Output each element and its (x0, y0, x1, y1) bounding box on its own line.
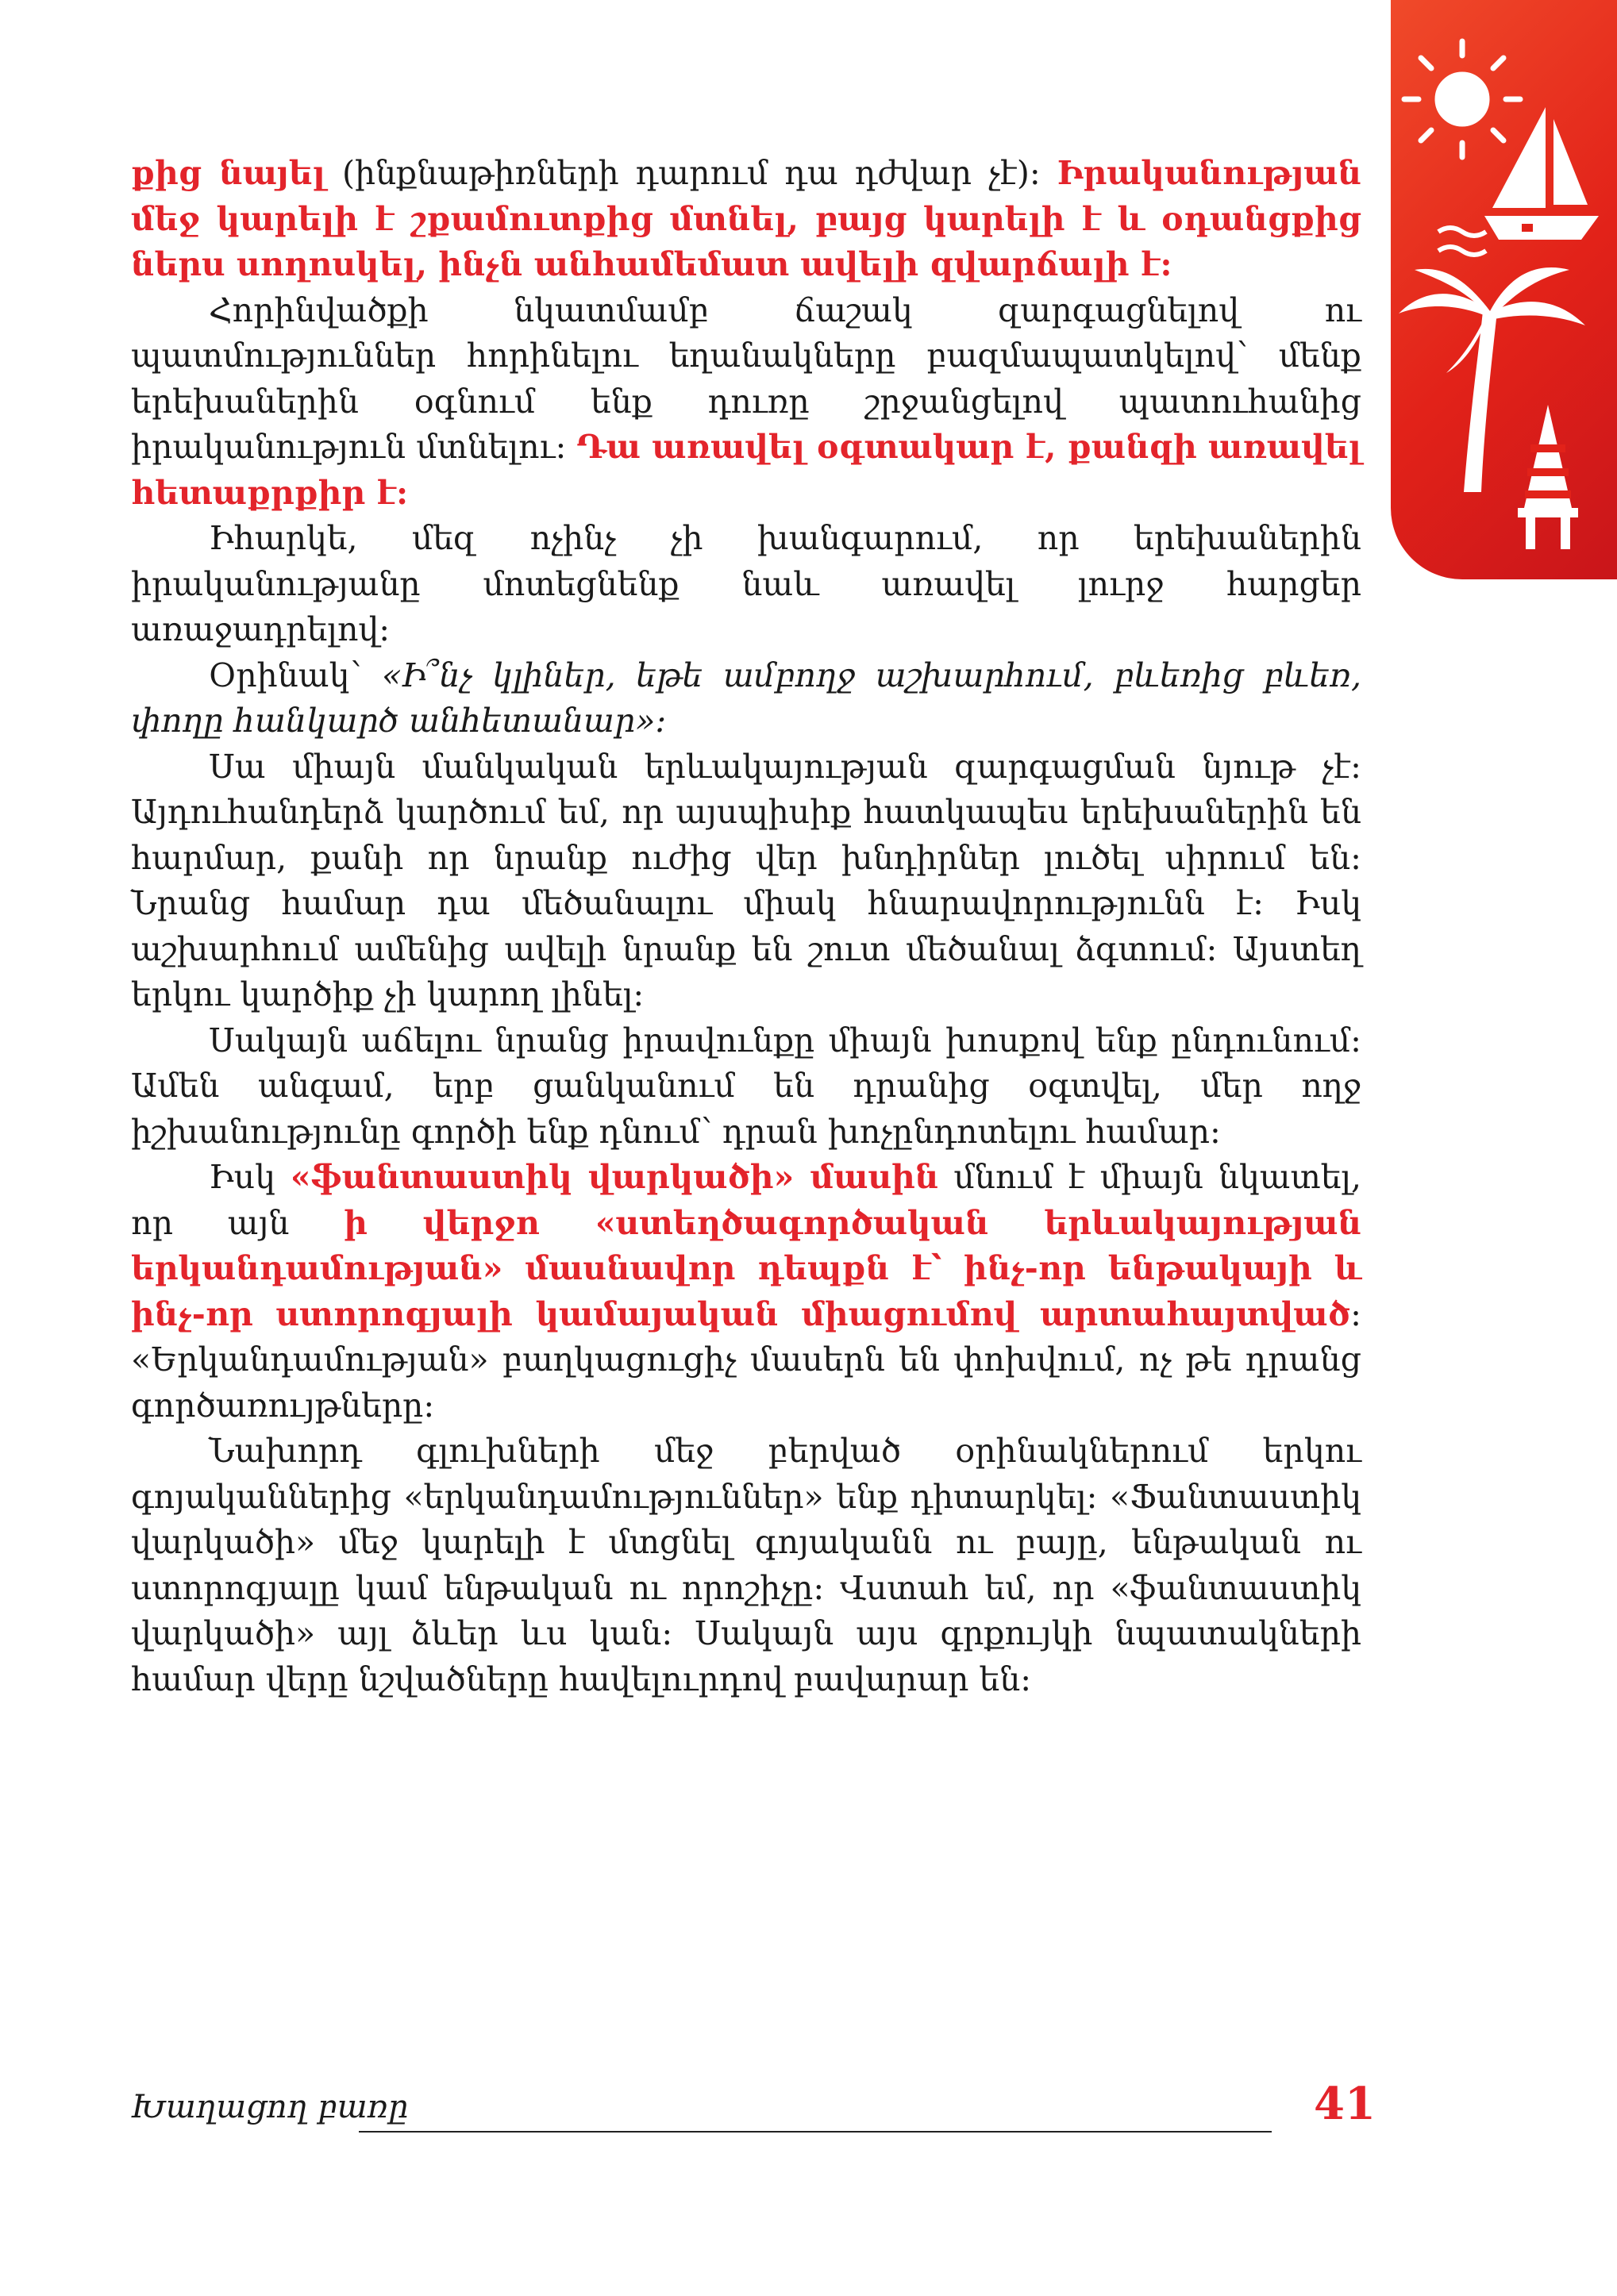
highlighted-text: Իրականության մեջ կարելի է շքամուտքից մտնել, բայց կարելի է և օդանցքից ներս սողոսկել, ինչն անհամեմատ ավելի զվարճալի է: (131, 154, 1361, 283)
lighthouse-icon (1518, 405, 1578, 549)
text-run: Օրինակ՝ (209, 656, 382, 694)
text-run: Հորինվածքի նկատմամբ ճաշակ զարգացնելով ու պատմություններ հորինելու եղանակները բազմապատկելով՝ մենք երեխաներին օգնում ենք դուռը շրջանցելով պատուհանից իրականություն մտնելու: (131, 290, 1361, 466)
footer-divider (359, 2131, 1272, 2133)
highlighted-text: քից նայել (131, 154, 325, 192)
sun-icon (1404, 41, 1520, 157)
corner-decoration-tab (1391, 0, 1617, 579)
italic-text: «Ի՞նչ կլիներ, եթե ամբողջ աշխարհում, բևեռից բևեռ, փողը հանկարծ անհետանար»: (131, 656, 1362, 740)
text-run: Սա միայն մանկական երևակայության զարգացման նյութ չէ: Այդուհանդերձ կարծում եմ, որ այսպիսիք հատկապես երեխաներին են հարմար, քանի որ նրանք ուժից վեր խնդիրներ լուծել սիրում են: Նրանց համար դա մեծանալու միակ հնարավորությունն է: Իսկ աշխարհում ամենից ավելի նրանք են շուտ մեծանալ ձգտում: Այստեղ երկու կարծիք չի կարող լինել: (131, 747, 1361, 1013)
text-run: Սակայն աճելու նրանց իրավունքը միայն խոսքով ենք ընդունում: Ամեն անգամ, երբ ցանկանում են դրանից օգտվել, մեր ողջ իշխանությունը գործի ենք դնում՝ դրան խոչընդոտելու համար: (131, 1021, 1361, 1151)
paragraph (131, 516, 1361, 653)
text-run: Նախորդ գլուխների մեջ բերված օրինակներում երկու գոյականներից «երկանդամություններ» ենք դիտարկել: «Ֆանտաստիկ վարկածի» մեջ կարելի է մտցնել գոյականն ու բայը, ենթական ու ստորոգյալը կամ ենթական ու որոշիչը: Վստահ եմ, որ «ֆանտաստիկ վարկածի» այլ ձևեր ևս կան: Սակայն այս գրքույկի նպատակների համար վերը նշվածները հավելուրդով բավարար են: (131, 1432, 1361, 1698)
highlighted-text: ի վերջո «ստեղծագործական երևակայության երկանդամության» մասնավոր դեպքն է՝ ինչ-որ ենթակայի և ինչ-որ ստորոգյալի կամայական միացումով արտահայտված (131, 1203, 1362, 1333)
footer-book-title: Խաղացող բառը (131, 2089, 409, 2125)
paragraph (131, 1018, 1361, 1156)
paragraph (131, 744, 1361, 1018)
paragraph (131, 1155, 1361, 1429)
page-number: 41 (1314, 2078, 1376, 2130)
text-run: մնում է միայն նկատել, որ այն (131, 1158, 1362, 1242)
paragraph (131, 1429, 1361, 1702)
paragraph (131, 151, 1361, 288)
body-text (131, 151, 1361, 1702)
paragraph (131, 288, 1361, 517)
text-run: Իսկ (209, 1158, 291, 1196)
sailboat-icon (1438, 107, 1599, 255)
text-run: (ինքնաթիռների դարում դա դժվար չէ): (325, 154, 1057, 192)
paragraph (131, 653, 1361, 744)
highlighted-text: Դա առավել օգտակար է, քանզի առավել հետաքրքիր է: (131, 428, 1361, 512)
highlighted-text: «ֆանտաստիկ վարկածի» մասին (290, 1158, 939, 1196)
text-run: Իհարկե, մեզ ոչինչ չի խանգարում, որ երեխաներին իրականությանը մոտեցնենք նաև առավել լուրջ հարցեր առաջադրելով: (131, 519, 1361, 648)
corner-illustration (1391, 0, 1617, 579)
text-run: : «Երկանդամության» բաղկացուցիչ մասերն են փոխվում, ոչ թե դրանց գործառույթները: (131, 1294, 1361, 1425)
